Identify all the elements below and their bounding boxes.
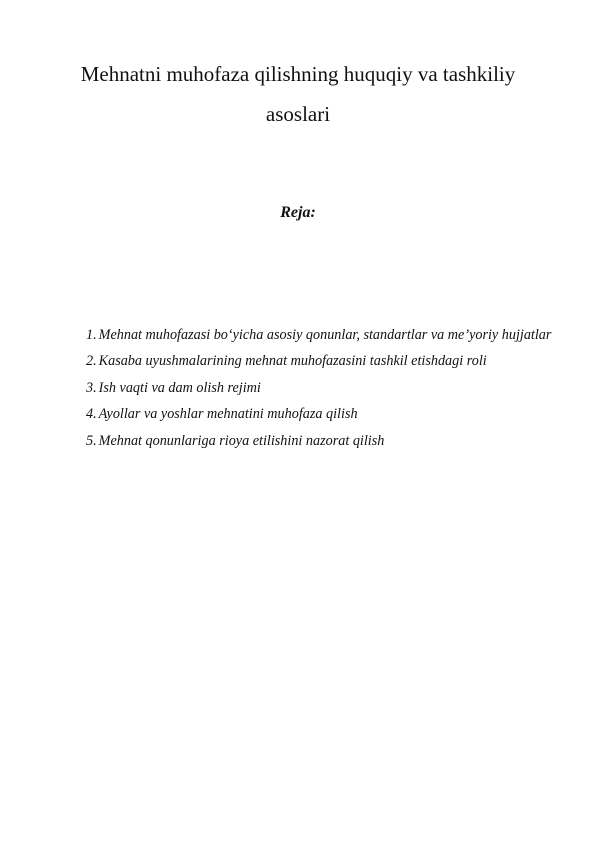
plan-item — [86, 375, 566, 401]
plan-item — [86, 401, 566, 427]
plan-item-text: Kasaba uyushmalarining mehnat muhofazasini tashkil etishdagi roli — [98, 353, 487, 370]
plan-item-number: 4. — [86, 406, 97, 423]
document-title — [60, 54, 536, 134]
title-line-2: asoslari — [265, 102, 331, 126]
plan-item-number: 2. — [86, 353, 97, 370]
plan-item — [86, 322, 566, 348]
plan-item-number: 1. — [86, 327, 97, 343]
plan-item — [86, 428, 566, 454]
plan-item-text: Ayollar va yoshlar mehnatini muhofaza qilish — [98, 406, 358, 423]
plan-heading: Reja: — [280, 204, 316, 221]
plan-item-text: Ish vaqti va dam olish rejimi — [98, 379, 261, 396]
plan-item — [86, 348, 566, 374]
title-line-1: Mehnatni muhofaza qilishning huquqiy va tashkiliy — [80, 62, 516, 86]
plan-item-text: Mehnat qonunlariga rioya etilishini nazorat qilish — [98, 432, 385, 449]
plan-item-number: 3. — [86, 379, 97, 396]
plan-list — [86, 322, 566, 454]
plan-item-number: 5. — [86, 432, 97, 449]
plan-item-text: Mehnat muhofazasi bo‘yicha asosiy qonunlar, standartlar va me’yoriy hujjatlar — [98, 327, 552, 343]
